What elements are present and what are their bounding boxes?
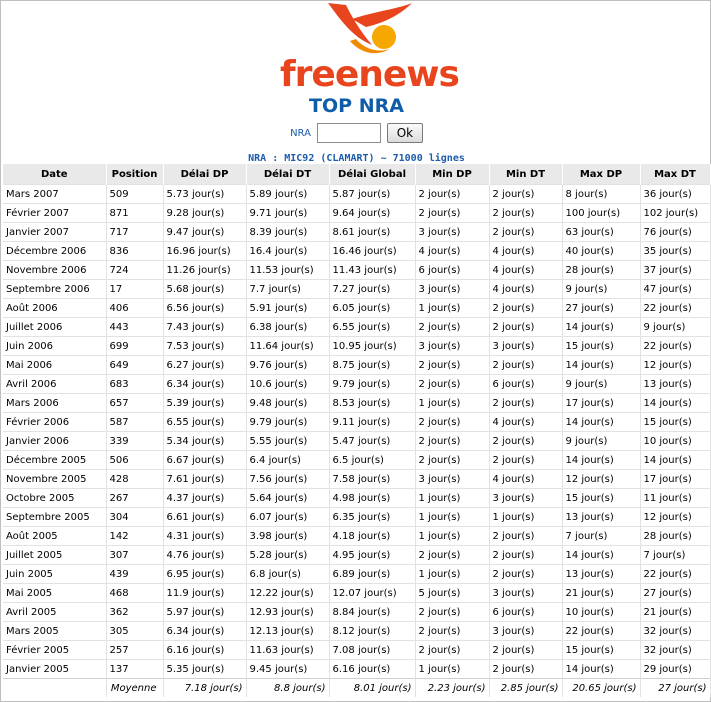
table-cell: 14 jour(s) [562,356,640,375]
table-cell: 9.71 jour(s) [246,204,329,223]
table-cell: Septembre 2006 [3,280,106,299]
table-cell: 76 jour(s) [640,223,710,242]
table-header-row [3,164,710,185]
table-cell: 36 jour(s) [640,185,710,204]
table-cell: 2 jour(s) [489,641,562,660]
table-row [3,318,710,337]
ok-button[interactable]: Ok [387,123,423,143]
table-cell: 3 jour(s) [415,337,489,356]
table-cell: 29 jour(s) [640,660,710,679]
table-cell: 3.98 jour(s) [246,527,329,546]
nra-stats-table [3,164,711,697]
table-row [3,451,710,470]
table-cell: 22 jour(s) [640,337,710,356]
table-cell: 28 jour(s) [640,527,710,546]
page-title: TOP NRA [309,95,404,117]
table-cell: 10.6 jour(s) [246,375,329,394]
table-cell: 267 [106,489,163,508]
table-cell: 4.18 jour(s) [329,527,415,546]
table-cell: 2 jour(s) [489,185,562,204]
table-cell: 102 jour(s) [640,204,710,223]
table-cell: 9.48 jour(s) [246,394,329,413]
table-cell: 4 jour(s) [489,470,562,489]
table-cell: 12.93 jour(s) [246,603,329,622]
table-cell: 4 jour(s) [489,242,562,261]
table-cell: Juillet 2006 [3,318,106,337]
table-cell: 10.95 jour(s) [329,337,415,356]
table-cell: 9 jour(s) [640,318,710,337]
table-cell: 5.97 jour(s) [163,603,246,622]
table-cell: 7.43 jour(s) [163,318,246,337]
table-cell: 9 jour(s) [562,375,640,394]
table-cell: 506 [106,451,163,470]
table-cell: 13 jour(s) [562,508,640,527]
table-cell: 6.27 jour(s) [163,356,246,375]
average-cell: 8.01 jour(s) [329,679,415,698]
table-row [3,508,710,527]
table-cell: 699 [106,337,163,356]
table-cell: 305 [106,622,163,641]
table-cell: 7.56 jour(s) [246,470,329,489]
table-cell: 8.53 jour(s) [329,394,415,413]
average-cell: 2.85 jour(s) [489,679,562,698]
table-cell: 7 jour(s) [562,527,640,546]
table-cell: 5.64 jour(s) [246,489,329,508]
table-cell: 12 jour(s) [640,356,710,375]
table-cell: 1 jour(s) [415,527,489,546]
table-cell: 5.55 jour(s) [246,432,329,451]
table-cell: Mars 2007 [3,185,106,204]
table-cell: 11.64 jour(s) [246,337,329,356]
table-cell: 9.28 jour(s) [163,204,246,223]
table-cell: 10 jour(s) [640,432,710,451]
table-cell: 3 jour(s) [489,622,562,641]
table-cell: 6.07 jour(s) [246,508,329,527]
table-cell: Avril 2006 [3,375,106,394]
table-cell: 14 jour(s) [562,660,640,679]
table-cell: 6.34 jour(s) [163,375,246,394]
table-cell: 13 jour(s) [562,565,640,584]
table-cell: 4.37 jour(s) [163,489,246,508]
average-cell: 27 jour(s) [640,679,710,698]
table-cell: 6.5 jour(s) [329,451,415,470]
table-cell: 6.55 jour(s) [163,413,246,432]
nra-caption: NRA : MIC92 (CLAMART) ~ 71000 lignes [248,153,465,164]
table-cell: 142 [106,527,163,546]
table-cell: 9.79 jour(s) [329,375,415,394]
table-cell: Août 2005 [3,527,106,546]
table-cell: 304 [106,508,163,527]
table-cell: 15 jour(s) [562,337,640,356]
table-row [3,622,710,641]
table-cell: 6.16 jour(s) [329,660,415,679]
table-cell: 2 jour(s) [415,185,489,204]
table-cell: 7 jour(s) [640,546,710,565]
table-cell: 47 jour(s) [640,280,710,299]
table-cell: Janvier 2006 [3,432,106,451]
table-cell: 5.73 jour(s) [163,185,246,204]
table-cell: 15 jour(s) [562,489,640,508]
table-row [3,432,710,451]
table-cell: 28 jour(s) [562,261,640,280]
table-row [3,546,710,565]
table-cell: 2 jour(s) [415,622,489,641]
column-header: Max DP [562,164,640,185]
table-cell: 1 jour(s) [415,660,489,679]
column-header: Délai DT [246,164,329,185]
table-cell: 21 jour(s) [562,584,640,603]
table-cell: 1 jour(s) [415,489,489,508]
table-cell: 16.96 jour(s) [163,242,246,261]
column-header: Min DP [415,164,489,185]
table-cell: Février 2005 [3,641,106,660]
table-cell: 4.31 jour(s) [163,527,246,546]
column-header: Délai Global [329,164,415,185]
table-row [3,489,710,508]
table-cell: 137 [106,660,163,679]
table-cell: 7.53 jour(s) [163,337,246,356]
table-row [3,185,710,204]
table-cell: 257 [106,641,163,660]
table-cell: 2 jour(s) [489,527,562,546]
table-cell: 7.61 jour(s) [163,470,246,489]
average-cell: 2.23 jour(s) [415,679,489,698]
table-cell: 8.12 jour(s) [329,622,415,641]
table-row [3,394,710,413]
table-cell: 100 jour(s) [562,204,640,223]
table-cell: 3 jour(s) [489,489,562,508]
table-cell: 406 [106,299,163,318]
table-body [3,185,710,698]
column-header: Max DT [640,164,710,185]
table-row [3,413,710,432]
table-cell: 63 jour(s) [562,223,640,242]
table-cell: 14 jour(s) [562,546,640,565]
table-cell: 9.47 jour(s) [163,223,246,242]
table-cell: 7.08 jour(s) [329,641,415,660]
table-cell: 339 [106,432,163,451]
table-row [3,242,710,261]
table-cell: 4 jour(s) [489,261,562,280]
table-cell: 12.13 jour(s) [246,622,329,641]
table-row [3,337,710,356]
table-cell: 6.35 jour(s) [329,508,415,527]
table-cell: Juin 2006 [3,337,106,356]
table-cell: 307 [106,546,163,565]
table-cell: 37 jour(s) [640,261,710,280]
table-cell: 2 jour(s) [489,318,562,337]
table-cell: 9 jour(s) [562,280,640,299]
table-cell: 6 jour(s) [489,603,562,622]
table-cell: 4.76 jour(s) [163,546,246,565]
table-cell: Mars 2005 [3,622,106,641]
table-cell: 11.63 jour(s) [246,641,329,660]
table-cell: 6.34 jour(s) [163,622,246,641]
table-cell: 5 jour(s) [415,584,489,603]
table-cell: 5.91 jour(s) [246,299,329,318]
average-cell: 20.65 jour(s) [562,679,640,698]
table-cell: 6.67 jour(s) [163,451,246,470]
table-cell: 12 jour(s) [562,470,640,489]
table-cell: 9.79 jour(s) [246,413,329,432]
table-row [3,223,710,242]
table-cell: 2 jour(s) [415,413,489,432]
table-cell: 1 jour(s) [415,508,489,527]
table-cell: Juillet 2005 [3,546,106,565]
table-cell: 6.05 jour(s) [329,299,415,318]
table-cell: 2 jour(s) [415,603,489,622]
table-cell: 3 jour(s) [415,223,489,242]
average-label: Moyenne [106,679,163,698]
table-cell: 9.76 jour(s) [246,356,329,375]
table-cell: 32 jour(s) [640,641,710,660]
column-header: Position [106,164,163,185]
table-cell: 4 jour(s) [415,242,489,261]
table-cell: 4.98 jour(s) [329,489,415,508]
table-cell: 12.22 jour(s) [246,584,329,603]
table-cell: 836 [106,242,163,261]
table-cell: 11.26 jour(s) [163,261,246,280]
table-cell: 14 jour(s) [562,318,640,337]
table-cell: Août 2006 [3,299,106,318]
column-header: Min DT [489,164,562,185]
table-cell: 8.84 jour(s) [329,603,415,622]
table-cell: 27 jour(s) [640,584,710,603]
table-cell: 2 jour(s) [415,375,489,394]
table-cell: Février 2007 [3,204,106,223]
table-cell: 6.61 jour(s) [163,508,246,527]
table-cell: 14 jour(s) [640,451,710,470]
brand-wordmark: freenews [280,54,459,95]
table-row [3,280,710,299]
table-cell: Septembre 2005 [3,508,106,527]
table-row [3,299,710,318]
table-cell: 724 [106,261,163,280]
table-cell: 871 [106,204,163,223]
table-cell: 11 jour(s) [640,489,710,508]
average-row [3,679,710,698]
table-cell: 2 jour(s) [415,432,489,451]
table-row [3,470,710,489]
table-cell: 6.95 jour(s) [163,565,246,584]
table-cell: 16.4 jour(s) [246,242,329,261]
table-cell: 649 [106,356,163,375]
table-cell: 4 jour(s) [489,280,562,299]
table-row [3,660,710,679]
table-cell: 6 jour(s) [489,375,562,394]
table-cell: 15 jour(s) [640,413,710,432]
table-cell: 11.53 jour(s) [246,261,329,280]
table-cell: 2 jour(s) [489,223,562,242]
table-cell: 3 jour(s) [415,280,489,299]
table-cell: 15 jour(s) [562,641,640,660]
average-cell: 7.18 jour(s) [163,679,246,698]
table-cell: 5.39 jour(s) [163,394,246,413]
table-cell: 6.38 jour(s) [246,318,329,337]
table-cell: 14 jour(s) [562,413,640,432]
table-cell: 9.45 jour(s) [246,660,329,679]
table-cell: 10 jour(s) [562,603,640,622]
table-cell: 40 jour(s) [562,242,640,261]
table-cell: 4.95 jour(s) [329,546,415,565]
table-cell: Mai 2006 [3,356,106,375]
average-cell [3,679,106,698]
table-cell: 12 jour(s) [640,508,710,527]
table-cell: Novembre 2005 [3,470,106,489]
table-cell: Mars 2006 [3,394,106,413]
table-cell: 32 jour(s) [640,622,710,641]
nra-label: NRA [290,127,311,139]
table-cell: 6.16 jour(s) [163,641,246,660]
table-cell: 2 jour(s) [489,356,562,375]
table-cell: 14 jour(s) [562,451,640,470]
table-cell: 2 jour(s) [489,299,562,318]
table-cell: 587 [106,413,163,432]
table-row [3,356,710,375]
table-cell: 2 jour(s) [415,318,489,337]
table-cell: Décembre 2005 [3,451,106,470]
table-cell: Janvier 2005 [3,660,106,679]
nra-search-form [1,122,711,144]
table-cell: Novembre 2006 [3,261,106,280]
table-row [3,603,710,622]
table-cell: 509 [106,185,163,204]
table-cell: 717 [106,223,163,242]
nra-input[interactable] [317,123,381,143]
table-cell: 3 jour(s) [489,584,562,603]
table-cell: 443 [106,318,163,337]
table-cell: 8.39 jour(s) [246,223,329,242]
table-cell: 13 jour(s) [640,375,710,394]
table-cell: 683 [106,375,163,394]
table-row [3,375,710,394]
table-cell: 1 jour(s) [415,394,489,413]
table-cell: 5.28 jour(s) [246,546,329,565]
table-cell: 8.75 jour(s) [329,356,415,375]
table-row [3,204,710,223]
table-cell: 16.46 jour(s) [329,242,415,261]
table-cell: 8 jour(s) [562,185,640,204]
table-cell: 428 [106,470,163,489]
table-cell: 22 jour(s) [640,299,710,318]
column-header: Date [3,164,106,185]
table-cell: 12.07 jour(s) [329,584,415,603]
table-cell: 657 [106,394,163,413]
table-cell: 6.55 jour(s) [329,318,415,337]
table-cell: 6.89 jour(s) [329,565,415,584]
table-cell: 2 jour(s) [489,546,562,565]
table-cell: 6 jour(s) [415,261,489,280]
table-cell: 362 [106,603,163,622]
table-cell: 1 jour(s) [415,299,489,318]
table-cell: 2 jour(s) [489,660,562,679]
table-cell: 35 jour(s) [640,242,710,261]
table-cell: 8.61 jour(s) [329,223,415,242]
table-cell: Février 2006 [3,413,106,432]
table-cell: Janvier 2007 [3,223,106,242]
table-cell: 2 jour(s) [489,204,562,223]
swimmer-logo-icon [280,1,440,61]
table-cell: 5.89 jour(s) [246,185,329,204]
table-cell: 2 jour(s) [415,451,489,470]
table-row [3,261,710,280]
table-cell: 9 jour(s) [562,432,640,451]
table-cell: 7.58 jour(s) [329,470,415,489]
table-cell: 1 jour(s) [489,508,562,527]
table-cell: Juin 2005 [3,565,106,584]
table-cell: 439 [106,565,163,584]
table-cell: 2 jour(s) [415,204,489,223]
column-header: Délai DP [163,164,246,185]
table-cell: 7.7 jour(s) [246,280,329,299]
table-cell: 11.43 jour(s) [329,261,415,280]
table-cell: 6.4 jour(s) [246,451,329,470]
table-cell: 17 [106,280,163,299]
table-row [3,527,710,546]
table-cell: 3 jour(s) [415,470,489,489]
table-cell: 5.35 jour(s) [163,660,246,679]
table-cell: 9.11 jour(s) [329,413,415,432]
freenews-logo[interactable] [280,1,459,97]
table-cell: 4 jour(s) [489,413,562,432]
table-row [3,641,710,660]
table-cell: 5.47 jour(s) [329,432,415,451]
table-cell: 1 jour(s) [415,565,489,584]
table-cell: 2 jour(s) [415,356,489,375]
table-cell: 6.56 jour(s) [163,299,246,318]
table-cell: 22 jour(s) [562,622,640,641]
table-cell: Mai 2005 [3,584,106,603]
table-row [3,584,710,603]
table-cell: 17 jour(s) [562,394,640,413]
table-cell: 3 jour(s) [489,337,562,356]
table-cell: 5.68 jour(s) [163,280,246,299]
table-cell: 7.27 jour(s) [329,280,415,299]
table-cell: Décembre 2006 [3,242,106,261]
table-cell: 22 jour(s) [640,565,710,584]
table-cell: 2 jour(s) [415,641,489,660]
table-cell: 2 jour(s) [489,451,562,470]
average-cell: 8.8 jour(s) [246,679,329,698]
table-cell: Avril 2005 [3,603,106,622]
table-cell: 5.34 jour(s) [163,432,246,451]
table-cell: 14 jour(s) [640,394,710,413]
table-cell: 6.8 jour(s) [246,565,329,584]
table-cell: 2 jour(s) [415,546,489,565]
table-cell: 2 jour(s) [489,394,562,413]
table-cell: 11.9 jour(s) [163,584,246,603]
table-cell: 17 jour(s) [640,470,710,489]
table-cell: 2 jour(s) [489,432,562,451]
table-cell: Octobre 2005 [3,489,106,508]
table-cell: 468 [106,584,163,603]
table-row [3,565,710,584]
table-cell: 2 jour(s) [489,565,562,584]
table-cell: 9.64 jour(s) [329,204,415,223]
table-cell: 27 jour(s) [562,299,640,318]
table-cell: 21 jour(s) [640,603,710,622]
table-cell: 5.87 jour(s) [329,185,415,204]
